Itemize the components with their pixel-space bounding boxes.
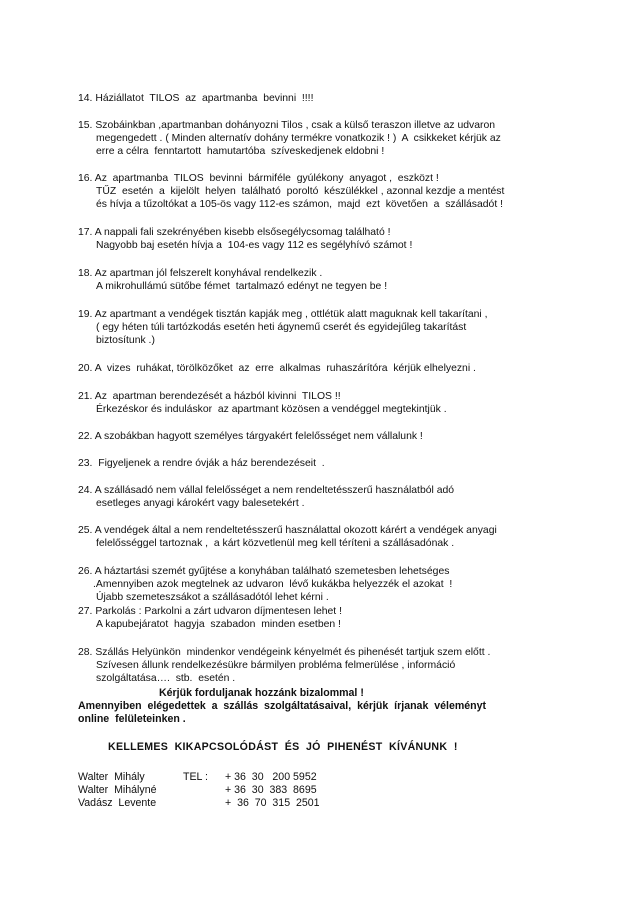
rule-line: TŰZ esetén a kijelölt helyen található poroltó készülékkel , azonnal kezdje a mentést xyxy=(96,186,505,197)
rule-line: 26. A háztartási szemét gyűjtése a konyhában található szemetesben lehetséges xyxy=(78,566,450,577)
rule-line: 17. A nappali fali szekrényében kisebb elsősegélycsomag található ! xyxy=(78,227,391,238)
contact-row xyxy=(78,784,320,797)
contact-row xyxy=(78,797,320,810)
rule-line: 22. A szobákban hagyott személyes tárgyakért felelősséget nem vállalunk ! xyxy=(78,431,423,442)
rule-25 xyxy=(78,524,619,550)
rule-line: 18. Az apartman jól felszerelt konyhával rendelkezik . xyxy=(78,268,323,279)
rule-line: 24. A szállásadó nem vállal felelősséget a nem rendeltetésszerű használatból adó xyxy=(78,485,455,496)
rule-24 xyxy=(78,484,619,510)
closing-review-line-1: Amennyiben elégedettek a szállás szolgáltatásaival, kérjük írjanak véleményt xyxy=(78,700,487,712)
rule-22 xyxy=(78,430,619,443)
rule-line: Érkezéskor és induláskor az apartmant közösen a vendéggel megtekintjük . xyxy=(96,404,447,415)
rule-line: felelősséggel tartoznak , a kárt közvetlenül meg kell téríteni a szállásadónak . xyxy=(96,538,455,549)
tel-label xyxy=(183,784,225,797)
rule-line: erre a célra fenntartott hamutartóba szíveskedjenek eldobni ! xyxy=(96,146,385,157)
rule-line: 21. Az apartman berendezését a házból kivinni TILOS !! xyxy=(78,391,341,402)
rule-line: biztosítunk .) xyxy=(96,335,155,346)
closing-invite: Kérjük forduljanak hozzánk bizalommal ! xyxy=(159,687,364,699)
rule-14 xyxy=(78,92,619,105)
rule-line: .Amennyiben azok megtelnek az udvaron lévő kukákba helyezzék el azokat ! xyxy=(93,579,453,590)
rule-21 xyxy=(78,390,619,416)
contact-list xyxy=(78,771,320,810)
rule-line: 28. Szállás Helyünkön mindenkor vendégeink kényelmét és pihenését tartjuk szem előtt . xyxy=(78,647,491,658)
rule-line: megengedett . ( Minden alternatív dohány termékre vonatkozik ! ) A csikkeket kérjük az xyxy=(96,133,501,144)
rule-line: ( egy héten túli tartózkodás esetén heti ágynemű cserét és egyidejűleg takarítást xyxy=(96,322,467,333)
contact-name: Walter Mihályné xyxy=(78,784,157,796)
tel-label xyxy=(183,797,225,810)
rule-23 xyxy=(78,457,619,470)
rule-20 xyxy=(78,362,619,375)
rule-27 xyxy=(78,605,619,631)
tel-label: TEL : xyxy=(183,771,208,783)
rule-line: 16. Az apartmanba TILOS bevinni bármiféle gyúlékony anyagot , eszközt ! xyxy=(78,173,439,184)
rule-line: 19. Az apartmant a vendégek tisztán kapják meg , ottlétük alatt maguknak kell takarítani , xyxy=(78,309,488,320)
rule-line: A mikrohullámú sütőbe fémet tartalmazó edényt ne tegyen be ! xyxy=(96,281,388,292)
rule-line: 27. Parkolás : Parkolni a zárt udvaron díjmentesen lehet ! xyxy=(78,606,342,617)
rule-line: 25. A vendégek által a nem rendeltetésszerű használattal okozott kárért a vendégek anyagi xyxy=(78,525,497,536)
contact-name: Walter Mihály xyxy=(78,771,145,783)
contact-phone: + 36 30 200 5952 xyxy=(225,771,317,783)
contact-row xyxy=(78,771,320,784)
rule-26 xyxy=(78,565,619,604)
rule-17 xyxy=(78,226,619,252)
rule-line: 20. A vizes ruhákat, törölközőket az erre alkalmas ruhaszárítóra kérjük elhelyezni . xyxy=(78,363,476,374)
contact-phone: + 36 30 383 8695 xyxy=(225,784,317,796)
rule-19 xyxy=(78,308,619,347)
rule-line: A kapubejáratot hagyja szabadon minden esetben ! xyxy=(96,619,341,630)
farewell-slogan: KELLEMES KIKAPCSOLÓDÁST ÉS JÓ PIHENÉST KÍVÁNUNK ! xyxy=(108,741,458,753)
rule-16 xyxy=(78,172,619,211)
rule-line: 15. Szobáinkban ,apartmanban dohányozni Tilos , csak a külső teraszon illetve az udvaron xyxy=(78,120,496,131)
rule-18 xyxy=(78,267,619,293)
contact-phone: + 36 70 315 2501 xyxy=(225,797,320,809)
rule-line: Szívesen állunk rendelkezésükre bármilyen probléma felmerülése , információ xyxy=(96,660,456,671)
rule-line: 14. Háziállatot TILOS az apartmanba bevinni !!!! xyxy=(78,93,314,104)
rule-15 xyxy=(78,119,619,158)
rule-line: esetleges anyagi károkért vagy balesetekért . xyxy=(96,498,305,509)
rule-line: Újabb szemeteszsákot a szállásadótól lehet kérni . xyxy=(96,592,329,603)
rule-line: 23. Figyeljenek a rendre óvják a ház berendezéseit . xyxy=(78,458,325,469)
rule-28 xyxy=(78,646,619,685)
rule-line: és hívja a tűzoltókat a 105-ös vagy 112-es számon, majd ezt követően a szállásadót ! xyxy=(96,199,503,210)
contact-name: Vadász Levente xyxy=(78,797,157,809)
closing-review-line-2: online felületeinken . xyxy=(78,713,186,725)
rule-line: szolgáltatása…. stb. esetén . xyxy=(96,673,236,684)
rule-line: Nagyobb baj esetén hívja a 104-es vagy 112 es segélyhívó számot ! xyxy=(96,240,413,251)
